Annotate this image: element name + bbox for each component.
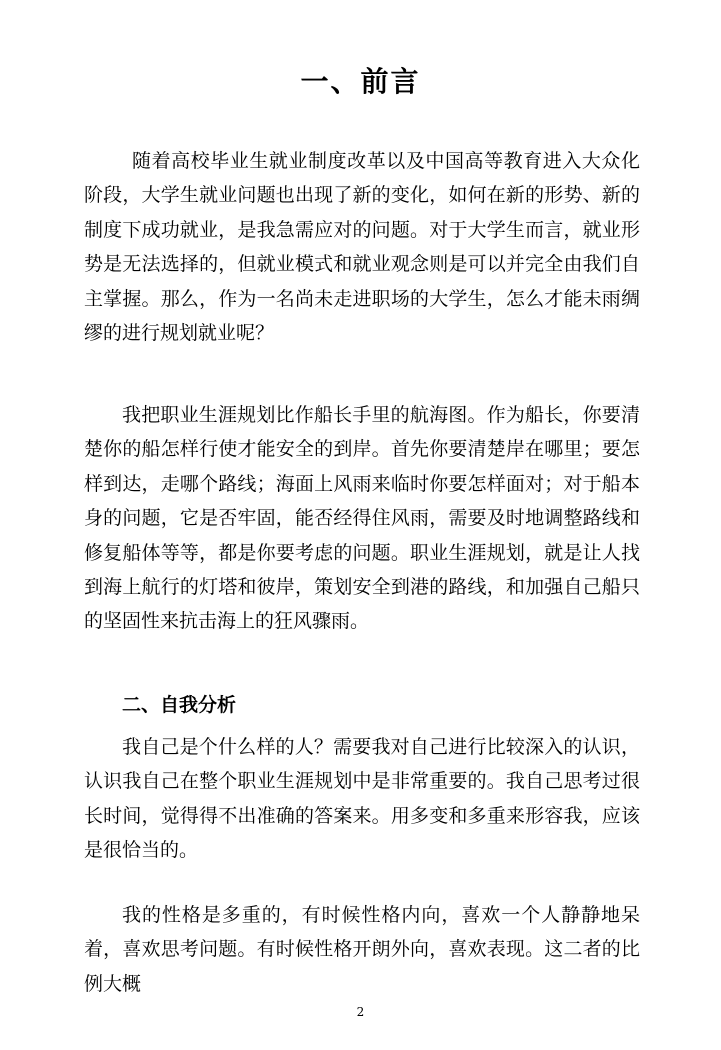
self-analysis-paragraph-1: 我自己是个什么样的人？需要我对自己进行比较深入的认识，认识我自己在整个职业生涯规划中是非常重要的。我自己思考过很长时间，觉得得不出准确的答案来。用多变和多重来形容我，应该是很恰当的。 (84, 736, 640, 862)
intro-paragraph-2: 我把职业生涯规划比作船长手里的航海图。作为船长，你要清楚你的船怎样行使才能安全的到岸。首先你要清楚岸在哪里；要怎样到达，走哪个路线；海面上风雨来临时你要怎样面对；对于船本身的问题，它是否牢固，能否经得住风雨，需要及时地调整路线和修复船体等等，都是你要考虑的问题。职业生涯规划，就是让人找到海上航行的灯塔和彼岸，策划安全到港的路线，和加强自己船只的坚固性来抗击海上的狂风骤雨。 (84, 404, 640, 633)
self-analysis-paragraph-2: 我的性格是多重的，有时候性格内向，喜欢一个人静静地呆着，喜欢思考问题。有时候性格开朗外向，喜欢表现。这二者的比例大概 (84, 904, 640, 995)
section-heading-self-analysis: 二、自我分析 (122, 694, 237, 716)
intro-paragraph-1: 随着高校毕业生就业制度改革以及中国高等教育进入大众化阶段，大学生就业问题也出现了新的变化，如何在新的形势、新的制度下成功就业，是我急需应对的问题。对于大学生而言，就业形势是无法选择的，但就业模式和就业观念则是可以并完全由我们自主掌握。那么，作为一名尚未走进职场的大学生，怎么才能未雨绸缪的进行规划就业呢？ (84, 150, 640, 345)
page-number: 2 (356, 1005, 365, 1019)
page-title: 一、前言 (300, 65, 421, 98)
